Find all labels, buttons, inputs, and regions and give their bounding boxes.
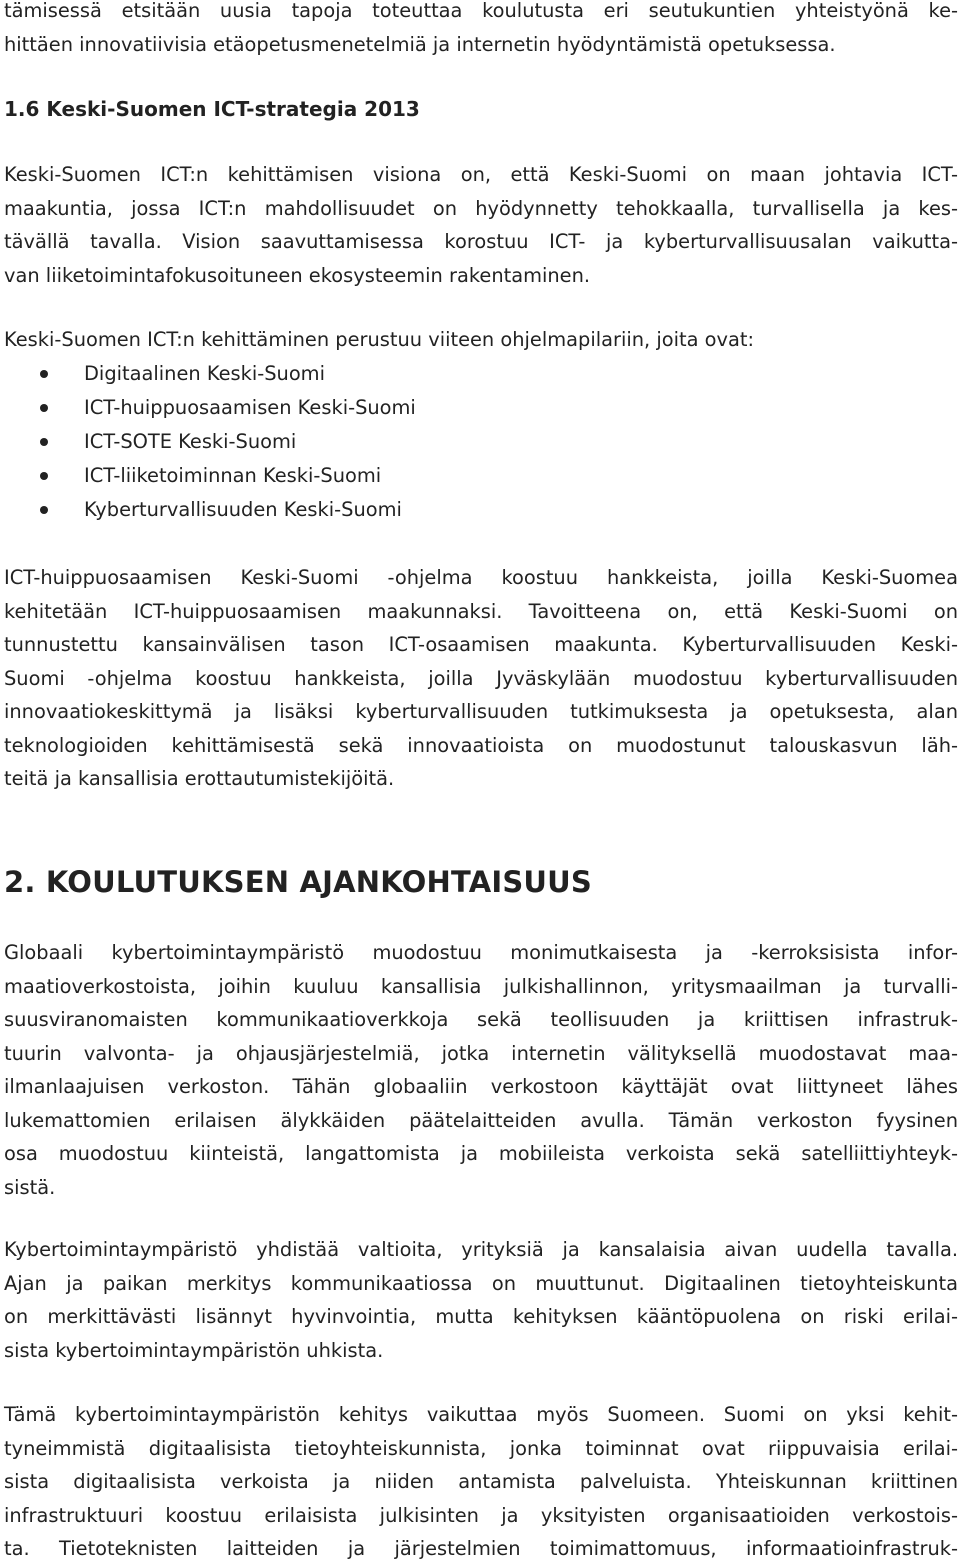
paragraph-line: ilmanlaajuisen verkoston. Tähän globaaliin verkostoon käyttäjät ovat liittyneet lähes [4, 1075, 958, 1098]
paragraph-line: Globaali kybertoimintaympäristö muodostuu monimutkaisesta ja -kerroksisista infor- [4, 941, 958, 964]
paragraph-line: infrastruktuuri koostuu erilaisista julkisinten ja yksityisten organisaatioiden verkostois- [4, 1503, 958, 1527]
finland-paragraph [4, 1398, 958, 1566]
paragraph-line: teknologioiden kehittämisestä sekä innovaatioista on muodostunut talouskasvun läh- [4, 733, 958, 757]
bullet-icon [40, 438, 48, 446]
list-item [0, 493, 960, 527]
paragraph-line: tämisessä etsitään uusia tapoja toteuttaa koulutusta eri seutukuntien yhteistyönä ke- [4, 0, 958, 22]
paragraph-line: ta. Tietoteknisten laitteiden ja järjestelmien toimimattomuus, informaatioinfrastruk- [4, 1537, 958, 1560]
list-item [0, 391, 960, 425]
paragraph-line: maakuntia, jossa ICT:n mahdollisuudet on hyödynnetty tehokkaalla, turvallisella ja kes- [4, 196, 958, 220]
list-item-label: Kyberturvallisuuden Keski-Suomi [84, 498, 402, 521]
paragraph-line: van liiketoimintafokusoituneen ekosysteemin rakentaminen. [4, 263, 591, 287]
intro-paragraph [4, 0, 958, 61]
paragraph-line: sista digitaalisista verkoista ja niiden antamista palveluista. Yhteiskunnan kriittinen [4, 1470, 958, 1493]
paragraph-line: innovaatiokeskittymä ja lisäksi kyberturvallisuuden tutkimuksesta ja opetuksesta, alan [4, 700, 958, 723]
section-heading: 1.6 Keski-Suomen ICT-strategia 2013 [4, 97, 420, 121]
paragraph-line: Kybertoimintaympäristö yhdistää valtioita, yrityksiä ja kansalaisia aivan uudella tavalla. [4, 1238, 958, 1261]
paragraph-line: ICT-huippuosaamisen Keski-Suomi -ohjelma koostuu hankkeista, joilla Keski-Suomea [4, 566, 958, 589]
paragraph-line: on merkittävästi lisännyt hyvinvointia, mutta kehityksen kääntöpuolena on riski erilai- [4, 1305, 958, 1328]
list-item [0, 459, 960, 493]
society-paragraph [4, 1233, 958, 1367]
bullet-icon [40, 472, 48, 480]
bullet-icon [40, 506, 48, 514]
paragraph-line: hittäen innovatiivisia etäopetusmenetelmiä ja internetin hyödyntämistä opetuksessa. [4, 32, 836, 56]
paragraph-line: teitä ja kansallisia erottautumistekijöitä. [4, 767, 395, 790]
pillars-intro [4, 323, 958, 357]
paragraph-line: Tämä kybertoimintaympäristön kehitys vaikuttaa myös Suomeen. Suomi on yksi kehit- [4, 1403, 958, 1426]
paragraph-line: osa muodostuu kiinteistä, langattomista ja mobiileista verkoista sekä satelliittiyhteyk- [4, 1142, 958, 1165]
bullet-icon [40, 404, 48, 412]
list-item-label: Digitaalinen Keski-Suomi [84, 362, 325, 385]
paragraph-line: Suomi -ohjelma koostuu hankkeista, joilla Jyväskylään muodostuu kyberturvallisuuden [4, 666, 958, 690]
paragraph-line: kehitetään ICT-huippuosaamisen maakunnaksi. Tavoitteena on, että Keski-Suomi on [4, 599, 958, 623]
vision-paragraph [4, 158, 958, 292]
paragraph-line: suusviranomaisten kommunikaatioverkkoja sekä teollisuuden ja kriittisen infrastruk- [4, 1008, 958, 1031]
list-item [0, 357, 960, 391]
programs-paragraph [4, 561, 958, 796]
list-item-label: ICT-huippuosaamisen Keski-Suomi [84, 396, 416, 419]
paragraph-line: maatioverkostoista, joihin kuuluu kansallisia julkishallinnon, yritysmaailman ja turvalli- [4, 974, 958, 998]
list-item-label: ICT-liiketoiminnan Keski-Suomi [84, 464, 382, 487]
paragraph-line: tuurin valvonta- ja ohjausjärjestelmiä, jotka internetin välityksellä muodostavat maa- [4, 1041, 958, 1065]
paragraph-line: tävällä tavalla. Vision saavuttamisessa korostuu ICT- ja kyberturvallisuusalan vaikutta- [4, 230, 958, 253]
paragraph-line: tyneimmistä digitaalisista tietoyhteiskunnista, jonka toiminnat ovat riippuvaisia erilai- [4, 1436, 958, 1460]
chapter-heading: 2. KOULUTUKSEN AJANKOHTAISUUS [4, 865, 592, 899]
paragraph-line: tunnustettu kansainvälisen tason ICT-osaamisen maakunta. Kyberturvallisuuden Keski- [4, 633, 958, 656]
paragraph-line: Keski-Suomen ICT:n kehittämisen visiona on, että Keski-Suomi on maan johtavia ICT- [4, 163, 958, 186]
paragraph-line: Keski-Suomen ICT:n kehittäminen perustuu viiteen ohjelmapilariin, joita ovat: [4, 328, 754, 351]
paragraph-line: sistä. [4, 1175, 56, 1199]
paragraph-line: Ajan ja paikan merkitys kommunikaatiossa on muuttunut. Digitaalinen tietoyhteiskunta [4, 1271, 958, 1295]
global-environment-paragraph [4, 936, 958, 1204]
pillars-list [0, 357, 960, 527]
paragraph-line: sista kybertoimintaympäristön uhkista. [4, 1338, 384, 1362]
list-item [0, 425, 960, 459]
bullet-icon [40, 370, 48, 378]
list-item-label: ICT-SOTE Keski-Suomi [84, 430, 297, 453]
paragraph-line: lukemattomien erilaisen älykkäiden päätelaitteiden avulla. Tämän verkoston fyysinen [4, 1108, 958, 1132]
